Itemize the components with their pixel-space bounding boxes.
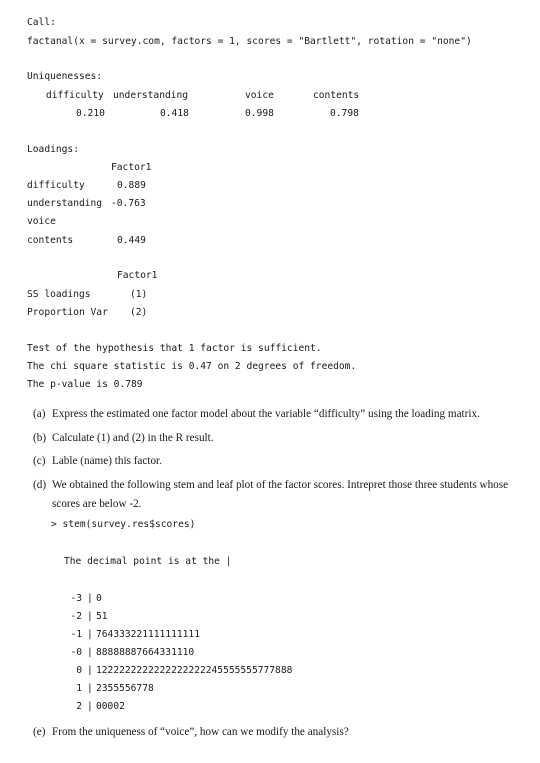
loading-name-voice: voice (27, 216, 56, 227)
stem-value: 2 (76, 701, 82, 712)
uniquenesses-heading: Uniquenesses: (27, 71, 103, 82)
question-label: (c) (33, 455, 46, 467)
loading-value-contents: 0.449 (117, 235, 146, 246)
stem-bar: | (87, 611, 93, 622)
variance-value-ss-loadings: (1) (130, 289, 148, 300)
question-text: Calculate (1) and (2) in the R result. (52, 432, 214, 444)
question-text: Lable (name) this factor. (52, 455, 162, 467)
question-label: (e) (33, 726, 46, 738)
loading-name-difficulty: difficulty (27, 180, 85, 191)
stem-value: -3 (70, 593, 82, 604)
stem-value: -2 (70, 611, 82, 622)
question-a (33, 406, 533, 423)
stem-leaves: 764333221111111111 (96, 629, 200, 640)
question-label: (b) (33, 432, 47, 444)
variance-name-ss-loadings: SS loadings (27, 289, 91, 300)
stem-leaves: 0 (96, 593, 102, 604)
question-label: (a) (33, 408, 46, 420)
uniq-var-contents: contents (313, 90, 360, 101)
stem-value: 1 (76, 683, 82, 694)
stem-leaves: 2355556778 (96, 683, 154, 694)
question-d (33, 476, 533, 510)
test-line-2: The chi square statistic is 0.47 on 2 degrees of freedom. (27, 361, 357, 372)
stem-bar: | (87, 701, 93, 712)
question-text: From the uniqueness of “voice”, how can we modify the analysis? (52, 726, 349, 738)
loading-name-contents: contents (27, 235, 74, 246)
loadings-heading: Loadings: (27, 144, 79, 155)
variance-name-proportion-var: Proportion Var (27, 307, 108, 318)
loading-value-difficulty: 0.889 (117, 180, 146, 191)
stem-leaves: 1222222222222222222245555555777888 (96, 665, 293, 676)
uniq-var-understanding: understanding (113, 90, 189, 101)
loading-value-understanding: -0.763 (111, 198, 146, 209)
question-text: We obtained the following stem and leaf plot of the factor scores. Intrepret those three students whose scores are below -2. (52, 479, 509, 510)
question-b (33, 430, 533, 447)
test-line-3: The p-value is 0.789 (27, 379, 143, 390)
stem-value: -0 (70, 647, 82, 658)
stem-bar: | (87, 647, 93, 658)
stem-command: > stem(survey.res$scores) (51, 519, 196, 530)
stem-bar: | (87, 593, 93, 604)
question-e (33, 724, 533, 741)
stem-bar: | (87, 629, 93, 640)
stem-leaves: 00002 (96, 701, 125, 712)
uniq-val-difficulty: 0.210 (76, 108, 105, 119)
stem-leaves: 88888887664331110 (96, 647, 195, 658)
uniq-val-contents: 0.798 (330, 108, 359, 119)
loading-name-understanding: understanding (27, 198, 103, 209)
uniq-val-voice: 0.998 (245, 108, 274, 119)
uniq-val-understanding: 0.418 (160, 108, 189, 119)
question-text: Express the estimated one factor model about the variable “difficulty” using the loading matrix. (52, 408, 480, 420)
stem-bar: | (87, 665, 93, 676)
stem-value: 0 (76, 665, 82, 676)
uniq-var-voice: voice (245, 90, 274, 101)
stem-bar: | (87, 683, 93, 694)
call-heading: Call: (27, 17, 56, 28)
question-c (33, 453, 533, 470)
question-label: (d) (33, 479, 47, 491)
loadings-factor-header: Factor1 (111, 162, 152, 173)
variance-factor-header: Factor1 (117, 270, 158, 281)
stem-value: -1 (70, 629, 82, 640)
stem-note: The decimal point is at the | (64, 556, 232, 567)
uniq-var-difficulty: difficulty (46, 90, 104, 101)
variance-value-proportion-var: (2) (130, 307, 148, 318)
call-command: factanal(x = survey.com, factors = 1, scores = "Bartlett", rotation = "none") (27, 36, 472, 47)
test-line-1: Test of the hypothesis that 1 factor is sufficient. (27, 343, 322, 354)
stem-leaves: 51 (96, 611, 108, 622)
